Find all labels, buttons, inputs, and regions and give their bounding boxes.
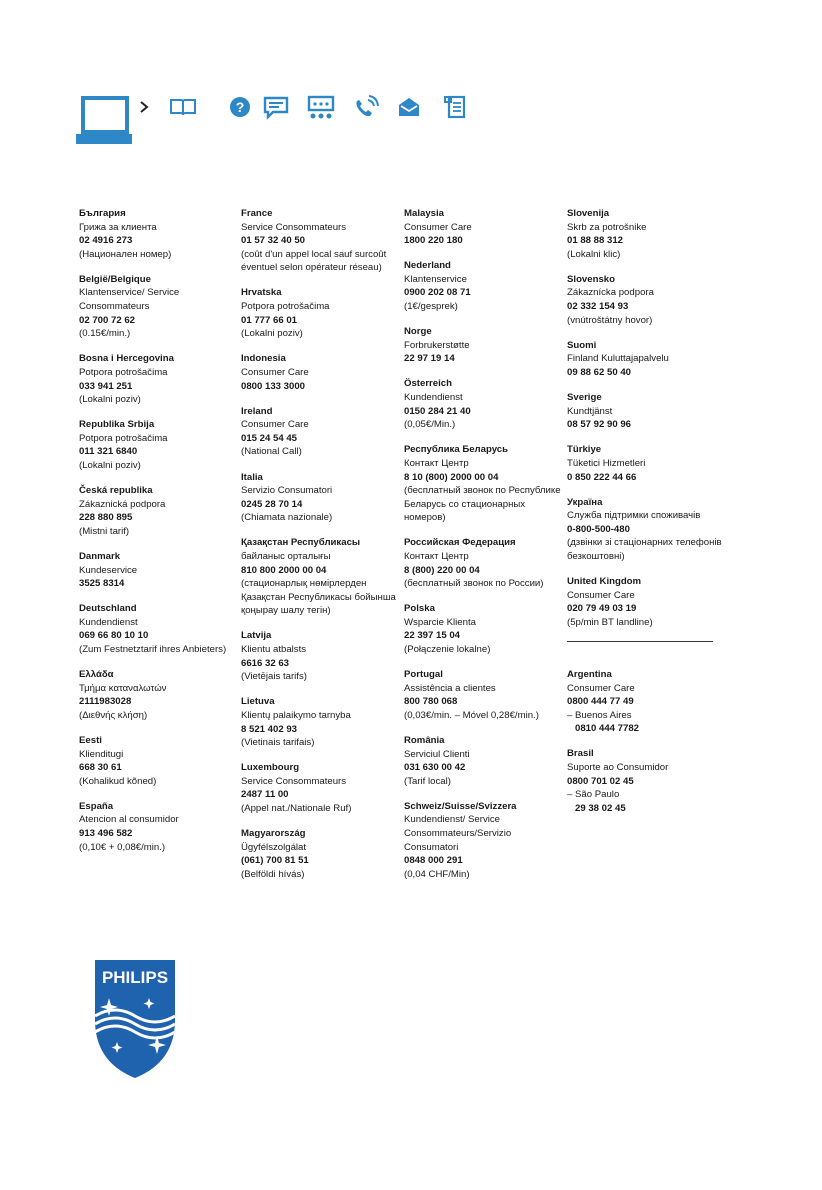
phone-number: 800 780 068 <box>404 696 458 708</box>
contact-column-2 <box>241 207 401 893</box>
service-name: Serviciul Clienti <box>404 748 470 760</box>
rate-note: (Tarif local) <box>404 775 451 787</box>
contact-entry <box>404 443 564 525</box>
phone-icon <box>351 95 381 121</box>
phone-number: 1800 220 180 <box>404 235 463 247</box>
phone-number: 0150 284 21 40 <box>404 405 471 417</box>
rate-note: (Mistni tarif) <box>79 525 130 537</box>
phone-number: 069 66 80 10 10 <box>79 630 149 642</box>
country-name: Suomi <box>567 339 597 351</box>
country-name: Slovenija <box>567 208 610 219</box>
rate-note: (0,05€/Min.) <box>404 419 456 431</box>
country-name: Nederland <box>404 260 451 272</box>
rate-note: (Vietinais tarifais) <box>241 737 315 749</box>
country-name: Indonesia <box>241 353 286 365</box>
phone-number: 02 332 154 93 <box>567 301 629 313</box>
rate-note: (0.15€/min.) <box>79 328 131 340</box>
phone-number: 09 88 62 50 40 <box>567 366 632 378</box>
phone-number: 0800 133 3000 <box>241 380 306 392</box>
contact-entry <box>404 668 564 722</box>
service-name: Tüketici Hizmetleri <box>567 457 646 469</box>
logo-wordmark: PHILIPS <box>101 968 169 987</box>
rate-note: (Appel nat./Nationale Ruf) <box>241 802 352 814</box>
rate-note: (Kohalikud kõned) <box>79 775 157 787</box>
contact-entry <box>567 747 727 815</box>
contact-entry <box>79 668 239 722</box>
contact-entry <box>79 484 239 538</box>
philips-logo <box>87 958 183 1080</box>
service-name: Consumer Care <box>404 221 472 233</box>
phone-number: 01 88 88 312 <box>567 235 624 247</box>
contact-entry <box>79 273 239 341</box>
service-name: Zákaznícka podpora <box>567 287 654 299</box>
contact-entry <box>567 273 727 327</box>
question-icon <box>229 96 251 118</box>
country-name: Türkiye <box>567 444 602 456</box>
country-name: Norge <box>404 326 432 338</box>
phone-number: 0900 202 08 71 <box>404 287 471 299</box>
country-name: Danmark <box>79 550 121 562</box>
contact-entry <box>79 418 239 472</box>
country-name: România <box>404 735 445 746</box>
country-name: Sverige <box>567 392 602 404</box>
rate-note: (Połączenie lokalne) <box>404 644 491 656</box>
country-name: Malaysia <box>404 208 445 219</box>
contact-entry <box>404 602 564 656</box>
country-name: Polska <box>404 603 435 615</box>
phone-number: 0800 444 77 49 <box>567 696 634 708</box>
country-name: Schweiz/Suisse/Svizzera <box>404 800 517 812</box>
country-name: Portugal <box>404 669 443 681</box>
country-name: Ireland <box>241 405 273 417</box>
phone-number: 01 57 32 40 50 <box>241 235 306 247</box>
phone-number: 8 (800) 220 00 04 <box>404 564 480 576</box>
svg-text:?: ? <box>235 99 245 115</box>
phone-number: 228 880 895 <box>79 512 133 524</box>
city-phone-number: 29 38 02 45 <box>575 802 626 814</box>
contact-entry <box>79 550 239 591</box>
phone-number: 8 521 402 93 <box>241 723 298 735</box>
service-name: Service Consommateurs <box>241 775 347 787</box>
contact-entry <box>404 325 564 366</box>
phone-number: (061) 700 81 51 <box>241 855 309 867</box>
contact-entry <box>567 391 727 432</box>
rate-note: (0,10€ + 0,08€/min.) <box>79 841 166 853</box>
country-name: Bosna i Hercegovina <box>79 353 174 365</box>
phone-number: 2487 11 00 <box>241 789 289 801</box>
rate-note: (стационарлық нөмірлерден Қазақстан Республикасы бойынша қоңырау шалу тегін) <box>241 578 396 617</box>
country-name: Österreich <box>404 378 452 390</box>
service-name: Consumer Care <box>567 682 635 694</box>
service-name: Wsparcie Klienta <box>404 616 476 628</box>
contact-entry <box>79 602 239 656</box>
phone-number: 2111983028 <box>79 696 132 708</box>
rate-note: (Lokalni klic) <box>567 248 621 260</box>
service-name: Servizio Consumatori <box>241 485 333 497</box>
mail-icon <box>397 96 421 118</box>
service-name: Klienditugi <box>79 748 124 760</box>
contact-entry <box>567 443 727 484</box>
rate-note: (Lokalni poziv) <box>79 460 141 471</box>
service-name: байланыс орталығы <box>241 550 331 562</box>
phone-number: 8 10 (800) 2000 00 04 <box>404 471 499 483</box>
country-name: België/Belgique <box>79 273 151 285</box>
phone-number: 3525 8314 <box>79 578 125 590</box>
contact-entry <box>241 629 401 683</box>
contact-entry <box>241 536 401 618</box>
city-phone-number: 0810 444 7782 <box>575 723 640 735</box>
phone-number: 02 700 72 62 <box>79 314 136 326</box>
book-icon <box>169 97 197 117</box>
contact-entry <box>404 536 564 590</box>
rate-note: (Chiamata nazionale) <box>241 512 333 524</box>
contact-entry <box>567 207 727 261</box>
section-divider <box>567 641 713 642</box>
service-name: Служба підтримки споживачів <box>567 510 701 522</box>
phone-number: 02 4916 273 <box>79 235 133 247</box>
service-name: Ügyfélszolgálat <box>241 841 307 853</box>
contact-entry <box>404 734 564 788</box>
country-name: Slovensko <box>567 273 615 285</box>
contact-entry <box>241 471 401 525</box>
rate-note: (Lokalni poziv) <box>79 394 141 406</box>
contact-entry <box>241 405 401 459</box>
service-name: Service Consommateurs <box>241 221 347 233</box>
rate-note: (Vietējais tarifs) <box>241 671 307 683</box>
rate-note: (Belföldi hívás) <box>241 868 305 880</box>
phone-number: 0245 28 70 14 <box>241 498 303 510</box>
rate-note: (дзвінки зі стаціонарних телефонів безкоштовні) <box>567 537 722 562</box>
contact-entry <box>79 800 239 854</box>
country-name: France <box>241 208 273 219</box>
country-name: Argentina <box>567 668 612 680</box>
contact-entry <box>79 207 239 261</box>
service-name: Suporte ao Consumidor <box>567 762 669 773</box>
phone-number: 033 941 251 <box>79 380 133 392</box>
service-name: Контакт Центр <box>404 550 469 562</box>
contact-entry <box>79 734 239 788</box>
city-note: – Buenos Aires <box>567 709 632 721</box>
rate-note: (0,03€/min. – Móvel 0,28€/min.) <box>404 709 539 721</box>
contact-entry <box>404 377 564 431</box>
contact-column-1 <box>79 207 239 866</box>
city-note: – São Paulo <box>567 789 620 801</box>
service-name: Consumer Care <box>567 589 635 601</box>
contact-entry <box>404 259 564 313</box>
service-name: Consumer Care <box>241 366 309 378</box>
service-name: Klientų palaikymo tarnyba <box>241 709 351 721</box>
service-name: Контакт Центр <box>404 457 469 469</box>
country-name: Україна <box>567 496 603 508</box>
service-name: Skrb za potrošnike <box>567 221 647 233</box>
country-name: Республика Беларусь <box>404 444 509 456</box>
contact-entry <box>241 761 401 815</box>
service-name: Zákaznická podpora <box>79 498 166 510</box>
country-name: Česká republika <box>79 485 153 497</box>
phone-number: 6616 32 63 <box>241 657 290 669</box>
phone-number: 011 321 6840 <box>79 446 138 458</box>
phone-number: 0800 701 02 45 <box>567 775 634 787</box>
rate-note: (Lokalni poziv) <box>241 328 303 340</box>
service-name: Potpora potrošačima <box>79 366 168 378</box>
service-name: Kundtjänst <box>567 405 613 417</box>
phone-number: 0 850 222 44 66 <box>567 471 637 483</box>
phone-number: 020 79 49 03 19 <box>567 603 637 615</box>
service-name: Atencion al consumidor <box>79 814 179 826</box>
contact-entry <box>404 207 564 248</box>
service-name: Kundendienst <box>79 616 138 628</box>
contact-entry <box>567 668 727 736</box>
phone-number: 668 30 61 <box>79 762 122 774</box>
country-name: Ελλάδα <box>79 669 114 681</box>
service-name: Klientu atbalsts <box>241 644 307 656</box>
rate-note: (бесплатный звонок по Республике Беларусь со стационарных номеров) <box>404 485 561 524</box>
country-name: España <box>79 800 114 812</box>
contact-entry <box>567 575 727 629</box>
phone-number: 913 496 582 <box>79 828 133 840</box>
rate-note: (Διεθνής κλήση) <box>79 709 148 721</box>
contact-entry <box>241 207 401 275</box>
country-name: Қазақстан Республикасы <box>241 537 361 549</box>
phone-number: 0848 000 291 <box>404 855 463 867</box>
service-name: Consumer Care <box>241 419 309 431</box>
rate-note: (бесплатный звонок по России) <box>404 578 544 590</box>
service-name: Potpora potrošačima <box>241 301 330 313</box>
country-name: United Kingdom <box>567 576 642 588</box>
phone-number: 810 800 2000 00 04 <box>241 564 327 576</box>
contact-entry <box>567 496 727 564</box>
country-name: Deutschland <box>79 603 137 615</box>
contact-column-3 <box>404 207 564 893</box>
phone-number: 015 24 54 45 <box>241 432 298 444</box>
rate-note: (Национален номер) <box>79 248 172 260</box>
country-name: Republika Srbija <box>79 419 155 431</box>
contact-entry <box>241 827 401 881</box>
rate-note: (vnútroštátny hovor) <box>567 314 653 326</box>
document-icon <box>443 94 469 120</box>
rate-note: (Zum Festnetztarif ihres Anbieters) <box>79 644 227 656</box>
country-name: Hrvatska <box>241 287 282 299</box>
contact-entry <box>404 800 564 882</box>
service-name: Kundendienst/ Service Consommateurs/Servizio Consumatori <box>404 814 512 853</box>
rate-note: (1€/gesprek) <box>404 301 458 313</box>
country-name: България <box>79 208 126 219</box>
contact-entry <box>241 352 401 393</box>
service-name: Potpora potrošačima <box>79 432 168 444</box>
rate-note: (5p/min BT landline) <box>567 616 653 628</box>
chevron-right-icon <box>139 100 149 114</box>
country-name: Latvija <box>241 630 272 642</box>
forum-icon <box>307 95 337 121</box>
contact-column-4 <box>567 207 727 827</box>
service-name: Грижа за клиента <box>79 221 157 233</box>
service-name: Kundendienst <box>404 392 463 404</box>
phone-number: 031 630 00 42 <box>404 762 466 774</box>
country-name: Российская Федерация <box>404 537 516 549</box>
service-name: Klantenservice/ Service Consommateurs <box>79 287 180 313</box>
phone-number: 22 397 15 04 <box>404 630 461 642</box>
country-name: Italia <box>241 471 263 483</box>
contact-entry <box>567 339 727 380</box>
service-name: Finland Kuluttajapalvelu <box>567 353 669 365</box>
phone-number: 01 777 66 01 <box>241 314 298 326</box>
country-name: Brasil <box>567 748 594 760</box>
country-name: Luxembourg <box>241 762 300 774</box>
service-name: Assistência a clientes <box>404 682 496 694</box>
country-name: Lietuva <box>241 696 275 708</box>
service-name: Forbrukerstøtte <box>404 339 470 351</box>
country-name: Magyarország <box>241 828 306 840</box>
service-name: Klantenservice <box>404 273 467 285</box>
phone-number: 08 57 92 90 96 <box>567 419 632 431</box>
laptop-icon <box>76 96 132 146</box>
service-name: Kundeservice <box>79 564 138 576</box>
country-name: Eesti <box>79 735 102 746</box>
service-name: Τμήμα καταναλωτών <box>79 682 167 694</box>
contact-entry <box>79 352 239 406</box>
contact-entry <box>241 286 401 340</box>
chat-icon <box>263 96 289 120</box>
rate-note: (National Call) <box>241 446 302 458</box>
rate-note: (coût d'un appel local sauf surcoût éventuel selon opérateur réseau) <box>241 248 387 274</box>
phone-number: 0-800-500-480 <box>567 523 630 535</box>
contact-entry <box>241 695 401 749</box>
rate-note: (0,04 CHF/Min) <box>404 868 470 880</box>
phone-number: 22 97 19 14 <box>404 353 455 365</box>
